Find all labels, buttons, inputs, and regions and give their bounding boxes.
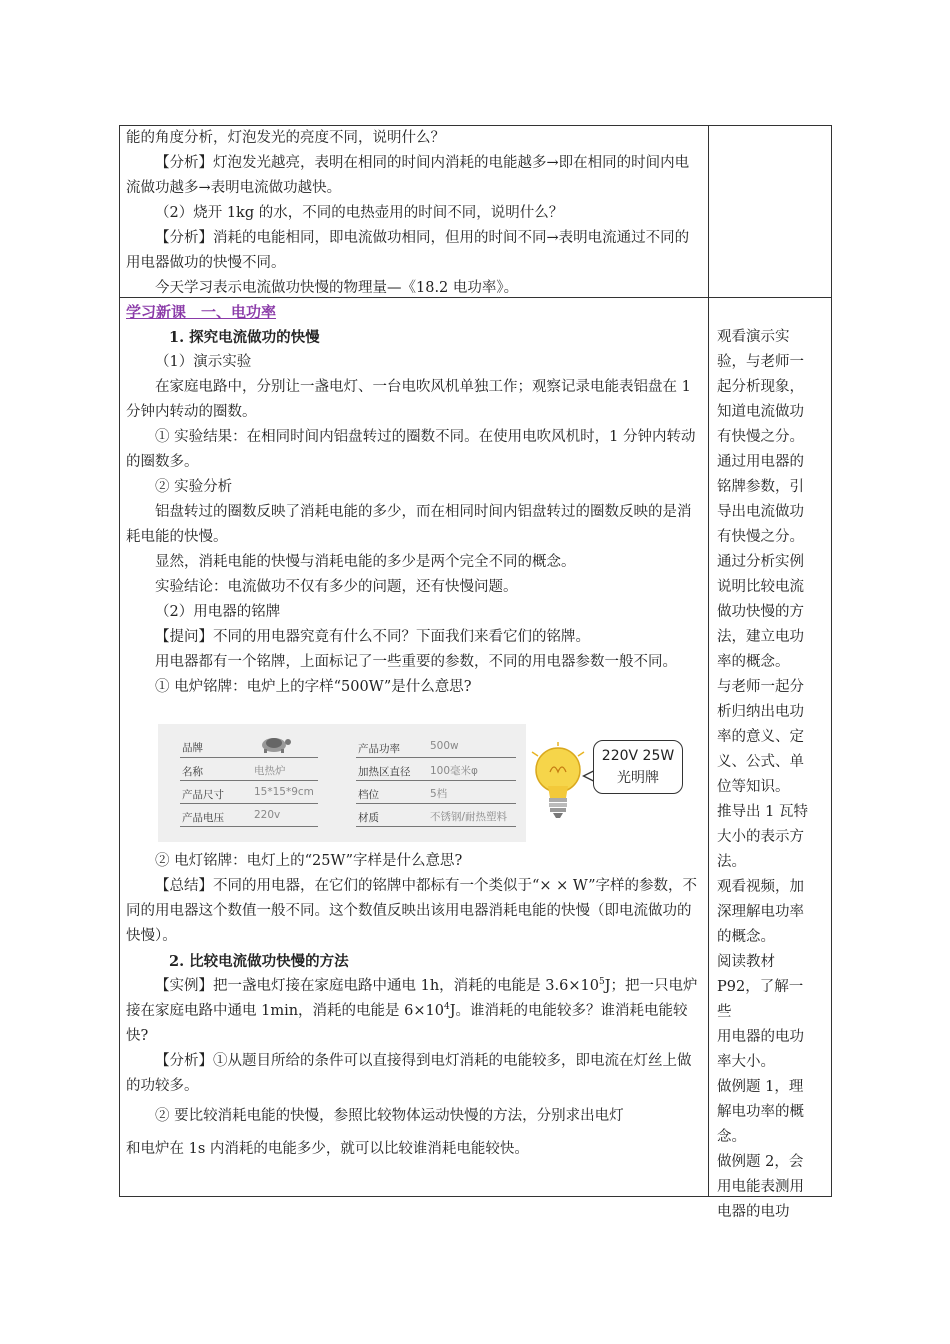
intro-analysis-1: 【分析】灯泡发光越亮，表明在相同的时间内消耗的电能越多→即在相同的时间内电流做功越多→表明电流做功越快。 [126,155,690,196]
side-line: 位等知识。 [717,779,790,795]
spec-name-label: 名称 [182,766,203,778]
section-title-wrap [126,300,700,325]
spec-name-value: 电热炉 [254,765,286,777]
demo-text: 在家庭电路中，分别让一盏电灯、一台电吹风机单独工作；观察记录电能表铝盘在 1 分钟内转动的圈数。 [126,379,691,420]
intro-analysis-2: 【分析】消耗的电能相同，即电流做功相同，但用的时间不同→表明电流通过不同的用电器做功的快慢不同。 [126,230,690,271]
spec-rule [356,803,516,804]
nameplate-text: 用电器都有一个铭牌，上面标记了一些重要的参数，不同的用电器参数一般不同。 [155,654,677,670]
side-line: 起分析现象， [717,379,804,395]
side-line: 铭牌参数，引 [717,479,804,495]
side-line: 通过用电器的 [717,454,804,470]
main-block-a [126,325,700,700]
nameplate-heading: （2）用电器的铭牌 [155,604,281,620]
side-line: 用电能表测用 [717,1179,804,1195]
stove-text: ① 电炉铭牌：电炉上的字样“500W”是什么意思? [155,679,472,695]
side-line: 深理解电功率 [717,904,804,920]
side-column [717,325,815,1225]
spec-power-label: 产品功率 [358,743,400,755]
conclusion-text: 实验结论：电流做功不仅有多少的问题，还有快慢问题。 [155,579,518,595]
spec-rule [356,826,516,827]
side-line: 率的概念。 [717,654,790,670]
side-line: 用电器的电功 [717,1029,804,1045]
question-text: 【提问】不同的用电器究竟有什么不同？下面我们来看它们的铭牌。 [155,629,590,645]
spec-area-value: 100毫米φ [430,765,478,777]
side-line: 有快慢之分。 [717,429,804,445]
heading-1: 1. 探究电流做功的快慢 [169,329,320,346]
spec-power-value: 500w [430,740,459,752]
intro-block [126,126,700,301]
spec-rule [180,826,318,827]
light-bulb-icon [528,742,594,822]
side-line: 推导出 1 瓦特 [717,804,808,820]
example-part-c: J。谁消耗的电能较多？谁消耗电能较快? [126,1003,688,1044]
side-line: 说明比较电流 [717,579,804,595]
side-line: 的概念。 [717,929,775,945]
spec-area-label: 加热区直径 [358,766,411,778]
section-title: 学习新课 一、电功率 [126,303,277,321]
intro-line: 能的角度分析，灯泡发光的亮度不同，说明什么？ [126,130,445,146]
side-line: 率大小。 [717,1054,775,1070]
example-part-a: 【实例】把一盏电灯接在家庭电路中通电 1h，消耗的电能是 3.6×10 [155,978,599,994]
side-line: 念。 [717,1129,746,1145]
example-exponent-1: 5 [598,977,605,988]
side-line: 观看视频，加 [717,879,804,895]
spec-brand-label: 品牌 [182,742,203,754]
example-text [126,974,700,1049]
bulb-brand-text: 光明牌 [617,770,659,786]
analysis-4a-text: ② 要比较消耗电能的快慢，参照比较物体运动快慢的方法，分别求出电灯 [155,1108,624,1124]
side-line: 电器的电功 [717,1204,790,1220]
side-line: 法，建立电功 [717,629,804,645]
summary-text: 【总结】不同的用电器，在它们的铭牌中都标有一个类似于“× × W”字样的参数，不同的用电器这个数值一般不同。这个数值反映出该用电器消耗电能的快慢（即电流做功的快慢）。 [126,878,698,944]
spec-rule [356,757,516,758]
analysis-3-text: 【分析】①从题目所给的条件可以直接得到电灯消耗的电能较多，即电流在灯丝上做的功较多。 [126,1053,692,1094]
spec-rule [180,780,318,781]
side-line: 知道电流做功 [717,404,804,420]
side-line: 有快慢之分。 [717,529,804,545]
lamp-text: ② 电灯铭牌：电灯上的“25W”字样是什么意思? [155,853,463,869]
spec-material-label: 材质 [358,812,379,824]
side-line: 观看演示实 [717,329,790,345]
side-line: 解电功率的概 [717,1104,804,1120]
side-line: P92，了解一些 [717,979,804,1020]
spec-size-label: 产品尺寸 [182,789,224,801]
spec-rule [180,803,318,804]
column-divider [708,125,709,1197]
turtle-logo-icon [254,732,294,754]
result-text: ① 实验结果：在相同时间内铝盘转过的圈数不同。在使用电吹风机时，1 分钟内转动的圈数多。 [126,429,696,470]
spec-material-value: 不锈钢/耐热塑料 [430,811,508,823]
analysis-4b-text: 和电炉在 1s 内消耗的电能多少，就可以比较谁消耗电能较快。 [126,1141,529,1157]
spec-voltage-value: 220v [254,809,281,821]
side-line: 法。 [717,854,746,870]
heading-2: 2. 比较电流做功快慢的方法 [169,953,349,970]
spec-gear-value: 5档 [430,788,448,800]
side-line: 通过分析实例 [717,554,804,570]
demo-heading: （1）演示实验 [155,354,252,370]
side-line: 析归纳出电功 [717,704,804,720]
example-part-b: J；把一只电炉接在家庭电路中通电 1min，消耗的电能是 6×10 [126,978,698,1019]
side-line: 率的意义、定 [717,729,804,745]
example-exponent-2: 4 [444,1002,450,1013]
spec-size-value: 15*15*9cm [254,786,314,798]
side-line: 与老师一起分 [717,679,804,695]
side-line: 导出电流做功 [717,504,804,520]
side-line: 做例题 1，理 [717,1079,804,1095]
spec-rule [356,780,516,781]
main-block-b [126,849,700,1165]
intro-question-2: （2）烧开 1kg 的水，不同的电热壶用的时间不同，说明什么？ [155,205,564,221]
analysis-text: 铝盘转过的圈数反映了消耗电能的多少，而在相同时间内铝盘转过的圈数反映的是消耗电能的快慢。 [126,504,692,545]
bulb-label-bubble [593,740,683,794]
side-line: 义、公式、单 [717,754,804,770]
spec-gear-label: 档位 [358,789,379,801]
bulb-spec-text: 220V 25W [601,748,675,764]
spec-rule [180,757,318,758]
side-line: 做功快慢的方 [717,604,804,620]
intro-today: 今天学习表示电流做功快慢的物理量—《18.2 电功率》。 [155,280,519,296]
analysis-heading: ② 实验分析 [155,479,233,495]
side-line: 验，与老师一 [717,354,804,370]
obvious-text: 显然，消耗电能的快慢与消耗电能的多少是两个完全不同的概念。 [155,554,576,570]
stove-nameplate-image [158,724,526,842]
spec-voltage-label: 产品电压 [182,812,224,824]
side-line: 大小的表示方 [717,829,804,845]
side-line: 做例题 2，会 [717,1154,804,1170]
side-line: 阅读教材 [717,954,775,970]
